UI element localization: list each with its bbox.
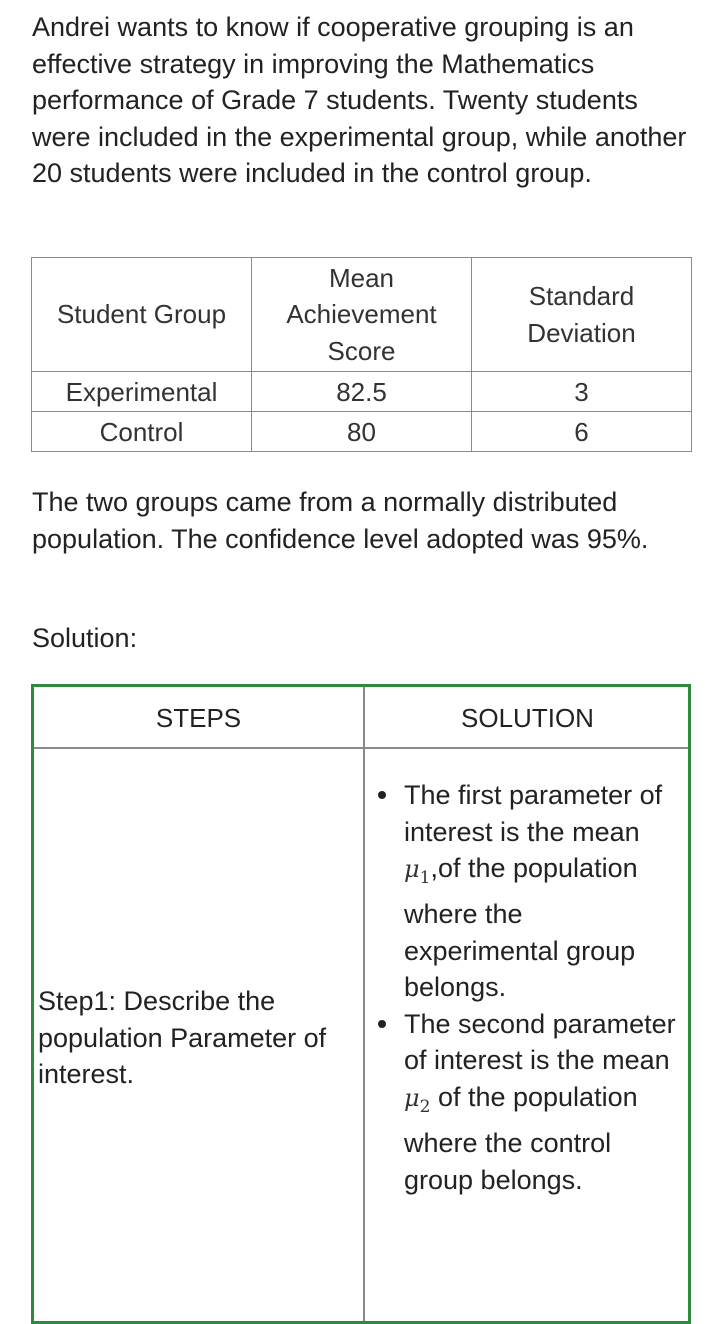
header-steps: STEPS [155, 703, 242, 733]
mu2-letter: μ [404, 1083, 420, 1112]
bullet2-text-after: of the population where the control group belongs. [404, 1081, 638, 1195]
list-item [404, 777, 684, 1006]
table-row [32, 412, 692, 452]
bullet1-text-before: The first parameter of interest is the mean [404, 780, 663, 847]
mu1-symbol [404, 855, 431, 888]
cell-mean: 80 [252, 412, 472, 452]
header-mean-score-text: Mean Achievement Score [286, 262, 437, 366]
solution-heading: Solution: [32, 623, 138, 653]
solution-list [404, 777, 684, 1198]
header-sd-text: Standard Deviation [527, 281, 636, 348]
cell-sd: 6 [472, 412, 692, 452]
assumption-note: The two groups came from a normally distributed population. The confidence level adopted was 95%. [32, 487, 649, 554]
cell-group: Control [32, 412, 252, 452]
header-mean-score [252, 258, 472, 372]
mu1-letter: μ [404, 855, 420, 883]
header-student-group: Student Group [32, 258, 252, 372]
header-divider [34, 747, 688, 749]
cell-group: Experimental [32, 372, 252, 412]
table-row [32, 372, 692, 412]
header-standard-deviation [472, 258, 692, 372]
table-header-row [32, 258, 692, 372]
mu2-subscript: 2 [419, 1096, 431, 1117]
steps-solution-table [31, 684, 691, 1324]
problem-statement: Andrei wants to know if cooperative grouping is an effective strategy in improving the Mathematics performance of Grade 7 students. Twenty students were included in the experimental group, while another 20 students were included in the control group. [32, 12, 687, 188]
column-divider [363, 687, 365, 1321]
bullet1-text-after: ,of the population where the experimental group belongs. [404, 853, 638, 1003]
cell-mean: 82.5 [252, 372, 472, 412]
bullet2-text-before: The second parameter of interest is the mean [404, 1008, 676, 1076]
cell-sd: 3 [472, 372, 692, 412]
header-solution: SOLUTION [461, 703, 594, 733]
step1-text: Step1: Describe the population Parameter of interest. [38, 986, 327, 1089]
statistics-table [31, 257, 692, 452]
list-item [404, 1006, 684, 1198]
mu2-symbol [404, 1083, 431, 1117]
mu1-subscript: 1 [419, 867, 431, 888]
